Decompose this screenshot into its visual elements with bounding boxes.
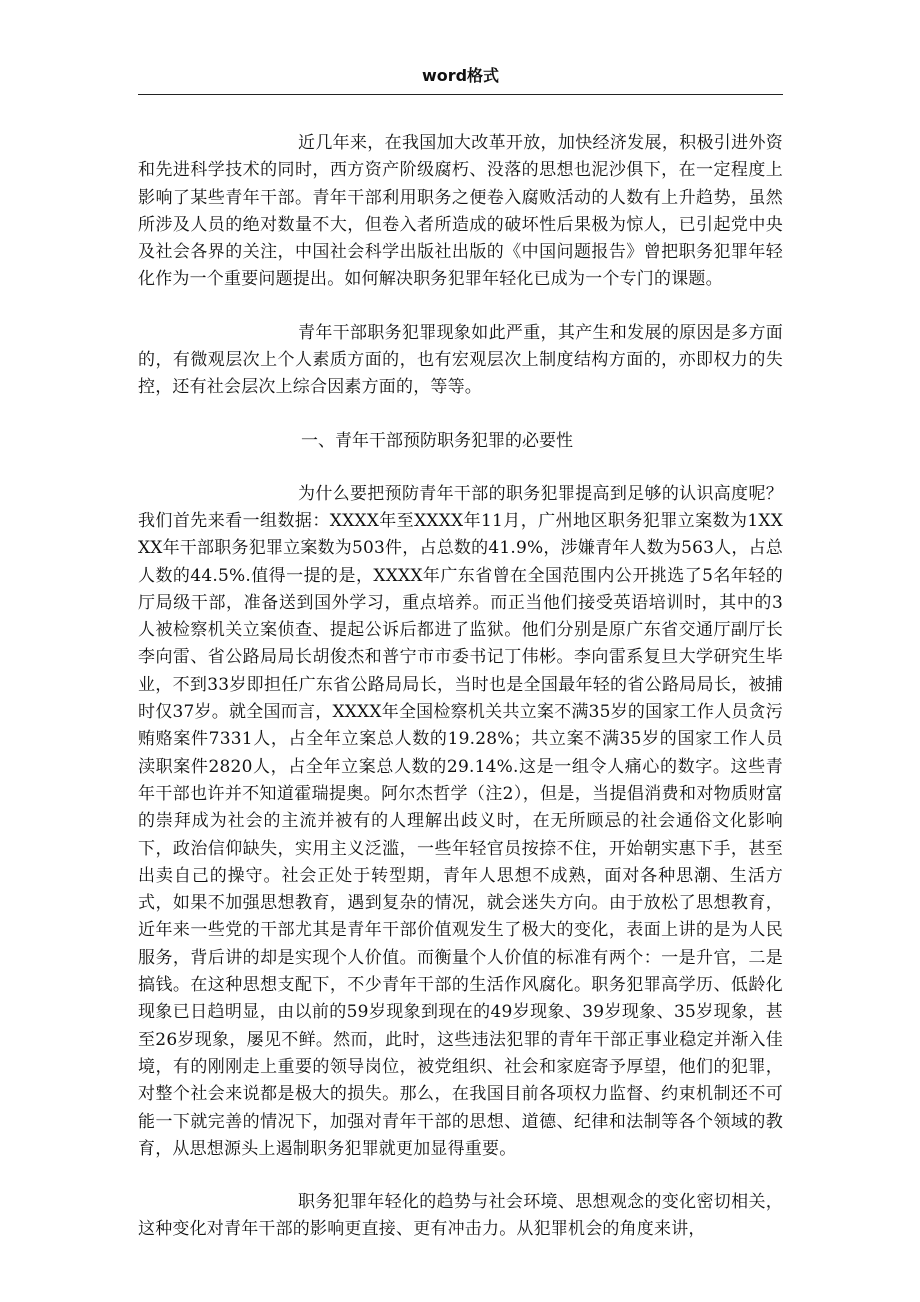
- header-title: word格式: [421, 66, 500, 85]
- page-header: [138, 64, 783, 95]
- paragraph-spacer: [138, 294, 783, 320]
- paragraph-spacer: [138, 1163, 783, 1189]
- paragraph-causes: 青年干部职务犯罪现象如此严重，其产生和发展的原因是多方面的，有微观层次上个人素质方面的，也有宏观层次上制度结构方面的，亦即权力的失控，还有社会层次上综合因素方面的，等等。: [138, 322, 783, 398]
- paragraph-spacer: [138, 402, 783, 428]
- paragraph-spacer: [138, 455, 783, 481]
- section-heading: 一、青年干部预防职务犯罪的必要性: [301, 430, 573, 451]
- document-body: [138, 130, 783, 1244]
- paragraph-trend: 职务犯罪年轻化的趋势与社会环境、思想观念的变化密切相关，这种变化对青年干部的影响更直接、更有冲击力。从犯罪机会的角度来讲，: [138, 1192, 783, 1240]
- paragraph-necessity: 为什么要把预防青年干部的职务犯罪提高到足够的认识高度呢？我们首先来看一组数据：XXXX年至XXXX年11月，广州地区职务犯罪立案数为1XXXX年干部职务犯罪立案数为503件，占总数的41.9%，涉嫌青年人数为563人，占总人数的44.5%.值得一提的是，XXXX年广东省曾在全国范围内公开挑选了5名年轻的厅局级干部，准备送到国外学习，重点培养。而正当他们接受英语培训时，其中的3人被检察机关立案侦查、提起公诉后都进了监狱。他们分别是原广东省交通厅副厅长李向雷、省公路局局长胡俊杰和普宁市市委书记丁伟彬。李向雷系复旦大学研究生毕业，不到33岁即担任广东省公路局局长，当时也是全国最年轻的省公路局局长，被捕时仅37岁。就全国而言，XXXX年全国检察机关共立案不满35岁的国家工作人员贪污贿赂案件7331人，占全年立案总人数的19.28%；共立案不满35岁的国家工作人员渎职案件2820人，占全年立案总人数的29.14%.这是一组令人痛心的数字。这些青年干部也许并不知道霍瑞提奥。阿尔杰哲学（注2），但是，当提倡消费和对物质财富的崇拜成为社会的主流并被有的人理解出歧义时，在无所顾忌的社会通俗文化影响下，政治信仰缺失，实用主义泛滥，一些年轻官员按捺不住，开始朝实惠下手，甚至出卖自己的操守。社会正处于转型期，青年人思想不成熟，面对各种思潮、生活方式，如果不加强思想教育，遇到复杂的情况，就会迷失方向。由于放松了思想教育，近年来一些党的干部尤其是青年干部价值观发生了极大的变化，表面上讲的是为人民服务，背后讲的却是实现个人价值。而衡量个人价值的标准有两个：一是升官，二是搞钱。在这种思想支配下，不少青年干部的生活作风腐化。职务犯罪高学历、低龄化现象已日趋明显，由以前的59岁现象到现在的49岁现象、39岁现象、35岁现象，甚至26岁现象，屡见不鲜。然而，此时，这些违法犯罪的青年干部正事业稳定并渐入佳境，有的刚刚走上重要的领导岗位，被党组织、社会和家庭寄予厚望，他们的犯罪，对整个社会来说都是极大的损失。那么，在我国目前各项权力监督、约束机制还不可能一下就完善的情况下，加强对青年干部的思想、道德、纪律和法制等各个领域的教育，从思想源头上遏制职务犯罪就更加显得重要。: [138, 483, 783, 1159]
- paragraph-intro: 近几年来，在我国加大改革开放，加快经济发展，积极引进外资和先进科学技术的同时，西方资产阶级腐朽、没落的思想也泥沙俱下，在一定程度上影响了某些青年干部。青年干部利用职务之便卷入腐败活动的人数有上升趋势，虽然所涉及人员的绝对数量不大，但卷入者所造成的破坏性后果极为惊人，已引起党中央及社会各界的关注，中国社会科学出版社出版的《中国问题报告》曾把职务犯罪年轻化作为一个重要问题提出。如何解决职务犯罪年轻化已成为一个专门的课题。: [138, 133, 783, 290]
